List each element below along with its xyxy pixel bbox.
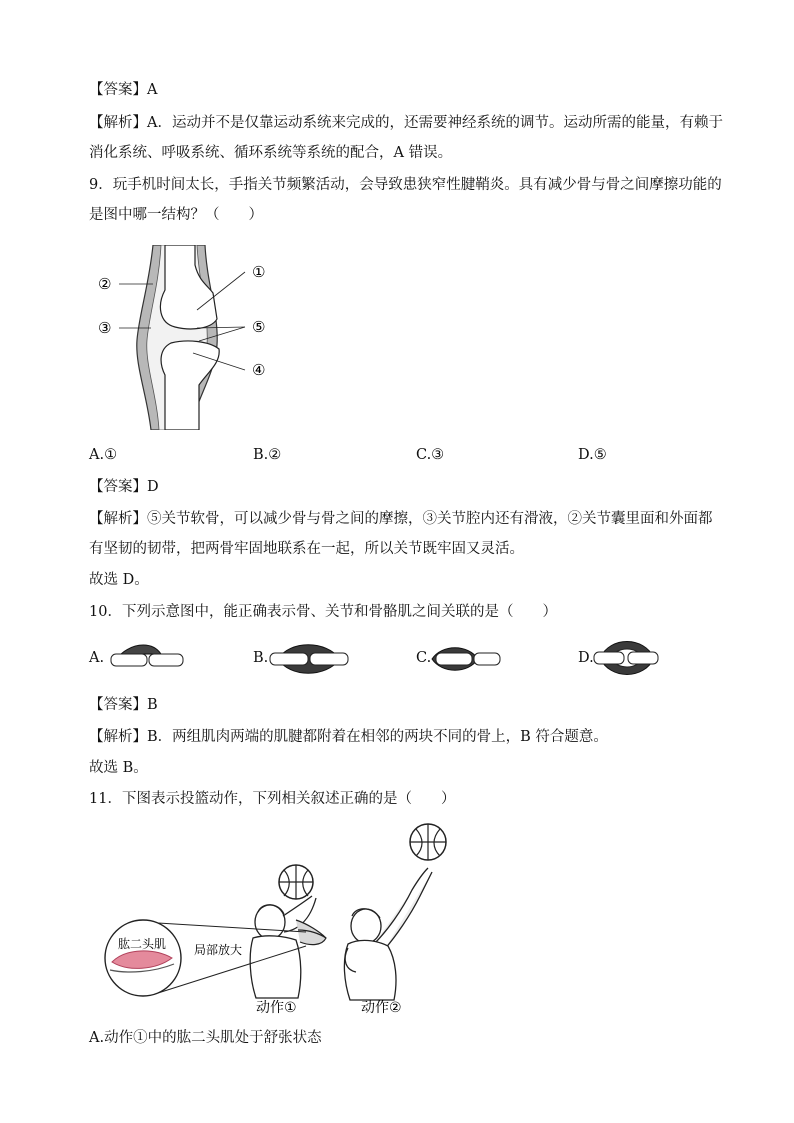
answer-line: 【答案】D (89, 479, 159, 495)
q10-diagram-c (428, 640, 504, 678)
question-9: 9．玩手机时间太长，手指关节频繁活动，会导致患狭窄性腱鞘炎。具有减少骨与骨之间摩擦功能的 (89, 177, 722, 193)
joint-head-bone (160, 245, 217, 329)
question-11: 11．下图表示投篮动作，下列相关叙述正确的是（ ） (89, 791, 456, 807)
joint-socket-bone (161, 341, 219, 430)
explanation-line: 【解析】⑤关节软骨，可以减少骨与骨之间的摩擦，③关节腔内还有滑液，②关节囊里面和外面都 (89, 511, 713, 527)
label-1: ① (252, 263, 266, 281)
q9-option-a[interactable]: A.① (89, 447, 118, 463)
explanation-line: 有坚韧的韧带，把两骨牢固地联系在一起，所以关节既牢固又灵活。 (89, 541, 524, 557)
explanation-line: 【解析】B．两组肌肉两端的肌腱都附着在相邻的两块不同的骨上，B 符合题意。 (89, 729, 608, 745)
q9-option-b[interactable]: B.② (253, 447, 282, 463)
explanation-line: 消化系统、呼吸系统、循环系统等系统的配合，A 错误。 (89, 145, 453, 161)
label-2: ② (98, 275, 112, 293)
q9-option-c[interactable]: C.③ (416, 447, 445, 463)
joint-diagram (95, 245, 285, 430)
explanation-line: 【解析】A．运动并不是仅靠运动系统来完成的，还需要神经系统的调节。运动所需的能量，有赖于 (89, 115, 723, 131)
label-action-2: 动作② (361, 1000, 402, 1016)
conclusion-line: 故选 D。 (89, 572, 149, 588)
person-action-2 (344, 868, 432, 1000)
question-9-cont: 是图中哪一结构？（ ） (89, 207, 263, 223)
label-zoom: 局部放大 (194, 943, 243, 957)
label-action-1: 动作① (256, 1000, 297, 1016)
person-action-1 (250, 896, 326, 998)
question-10: 10．下列示意图中，能正确表示骨、关节和骨骼肌之间关联的是（ ） (89, 604, 557, 620)
q10-diagram-b (268, 636, 350, 682)
label-3: ③ (98, 319, 112, 337)
q11-option-a[interactable]: A.动作①中的肱二头肌处于舒张状态 (89, 1030, 322, 1046)
q10-diagram-d (592, 634, 662, 682)
label-biceps: 肱二头肌 (118, 937, 167, 951)
q10-diagram-a (107, 640, 189, 680)
answer-line: 【答案】B (89, 697, 158, 713)
basketball-illustration (98, 820, 468, 1020)
conclusion-line: 故选 B。 (89, 760, 148, 776)
answer-line: 【答案】A (89, 82, 158, 98)
q9-option-d[interactable]: D.⑤ (578, 447, 607, 463)
label-4: ④ (252, 361, 266, 379)
q10-option-b[interactable]: B. (253, 650, 269, 666)
label-5: ⑤ (252, 318, 266, 336)
q10-option-c[interactable]: C. (416, 650, 432, 666)
q10-option-a[interactable]: A. (89, 650, 105, 666)
q10-option-d[interactable]: D. (578, 650, 594, 666)
